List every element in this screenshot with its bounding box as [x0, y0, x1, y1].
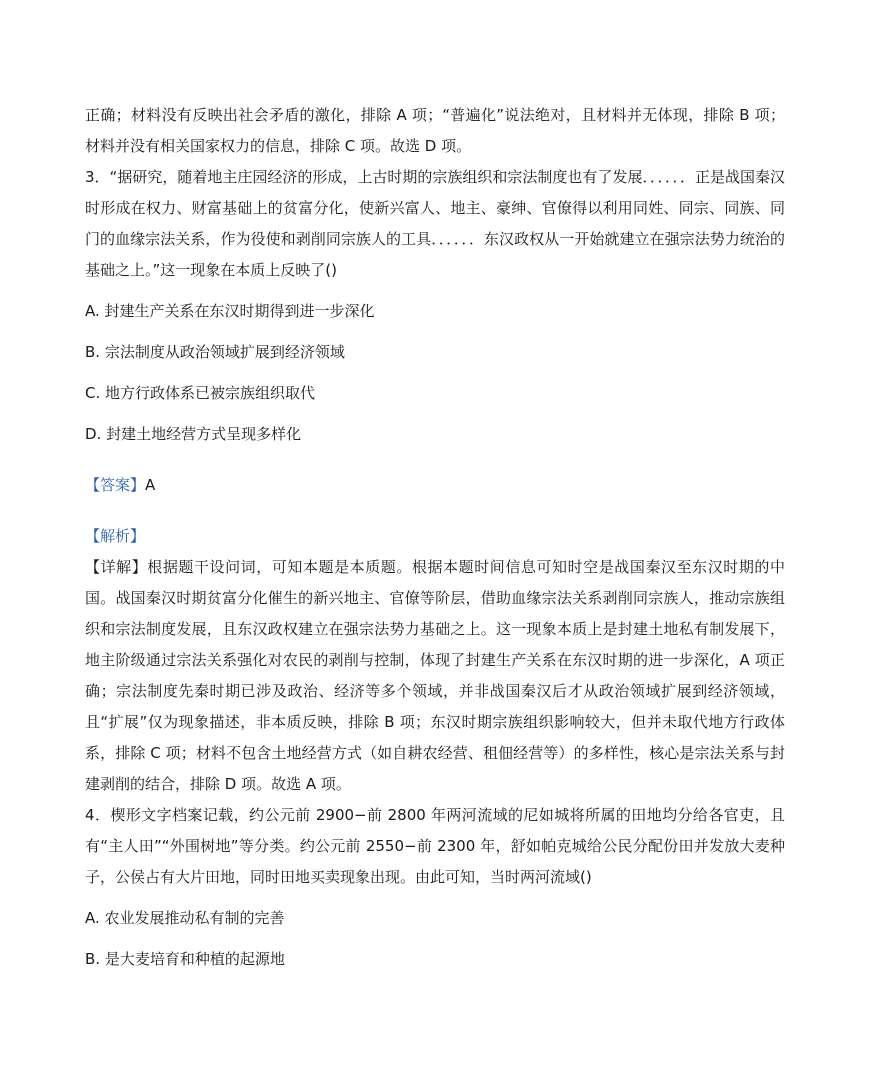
analysis-tag: 【解析】 — [85, 527, 146, 545]
answer-tag: 【答案】 — [85, 476, 146, 494]
question-3-detail: 【详解】根据题干设问词，可知本题是本质题。根据本题时间信息可知时空是战国秦汉至东汉时期的中国。战国秦汉时期贫富分化催生的新兴地主、官僚等阶层，借助血缘宗法关系剥削同宗族人，推动宗族组织和宗法制度发展，且东汉政权建立在强宗法势力基础之上。这一现象本质上是封建土地私有制发展下，地主阶级通过宗法关系强化对农民的剥削与控制，体现了封建生产关系在东汉时期的进一步深化，A 项正确；宗法制度先秦时期已涉及政治、经济等多个领域，并非战国秦汉后才从政治领域扩展到经济领域，且“扩展”仅为现象描述，非本质反映，排除 B 项；东汉时期宗族组织影响较大，但并未取代地方行政体系，排除 C 项；材料不包含土地经营方式（如自耕农经营、租佃经营等）的多样性，核心是宗法关系与封建剥削的结合，排除 D 项。故选 A 项。 — [85, 558, 785, 793]
question-3-answer — [85, 460, 785, 501]
answer-value: A — [145, 476, 156, 494]
question-3-stem: 3．“据研究，随着地主庄园经济的形成，上古时期的宗族组织和宗法制度也有了发展．．．．．．正是战国秦汉时形成在权力、财富基础上的贫富分化，使新兴富人、地主、豪绅、官僚得以利用同姓、同宗、同族、同门的血缘宗法关系，作为役使和剥削同宗族人的工具．．．．．．东汉政权从一开始就建立在强宗法势力统治的基础之上。”这一现象在本质上反映了() — [85, 168, 785, 279]
question-3-option-c: C. 地方行政体系已被宗族组织取代 — [85, 384, 316, 402]
question-4-stem: 4．楔形文字档案记载，约公元前 2900−前 2800 年两河流域的尼如城将所属的田地均分给各官吏，且有“主人田”“外围树地”等分类。约公元前 2550−前 2300 年，舒如帕克城给公民分配份田并发放大麦种子，公侯占有大片田地，同时田地买卖现象出现。由此可知，当时两河流域() — [85, 806, 785, 886]
question-4-option-b: B. 是大麦培育和种植的起源地 — [85, 950, 285, 968]
question-3-option-b: B. 宗法制度从政治领域扩展到经济领域 — [85, 343, 345, 361]
document-page — [85, 100, 785, 975]
question-3-option-a: A. 封建生产关系在东汉时期得到进一步深化 — [85, 302, 375, 320]
question-3-analysis-heading — [85, 511, 785, 552]
prev-analysis-text: 正确；材料没有反映出社会矛盾的激化，排除 A 项；“普遍化”说法绝对，且材料并无体现，排除 B 项；材料并没有相关国家权力的信息，排除 C 项。故选 D 项。 — [85, 106, 785, 155]
question-3-option-d: D. 封建土地经营方式呈现多样化 — [85, 425, 302, 443]
question-4-option-a: A. 农业发展推动私有制的完善 — [85, 909, 285, 927]
